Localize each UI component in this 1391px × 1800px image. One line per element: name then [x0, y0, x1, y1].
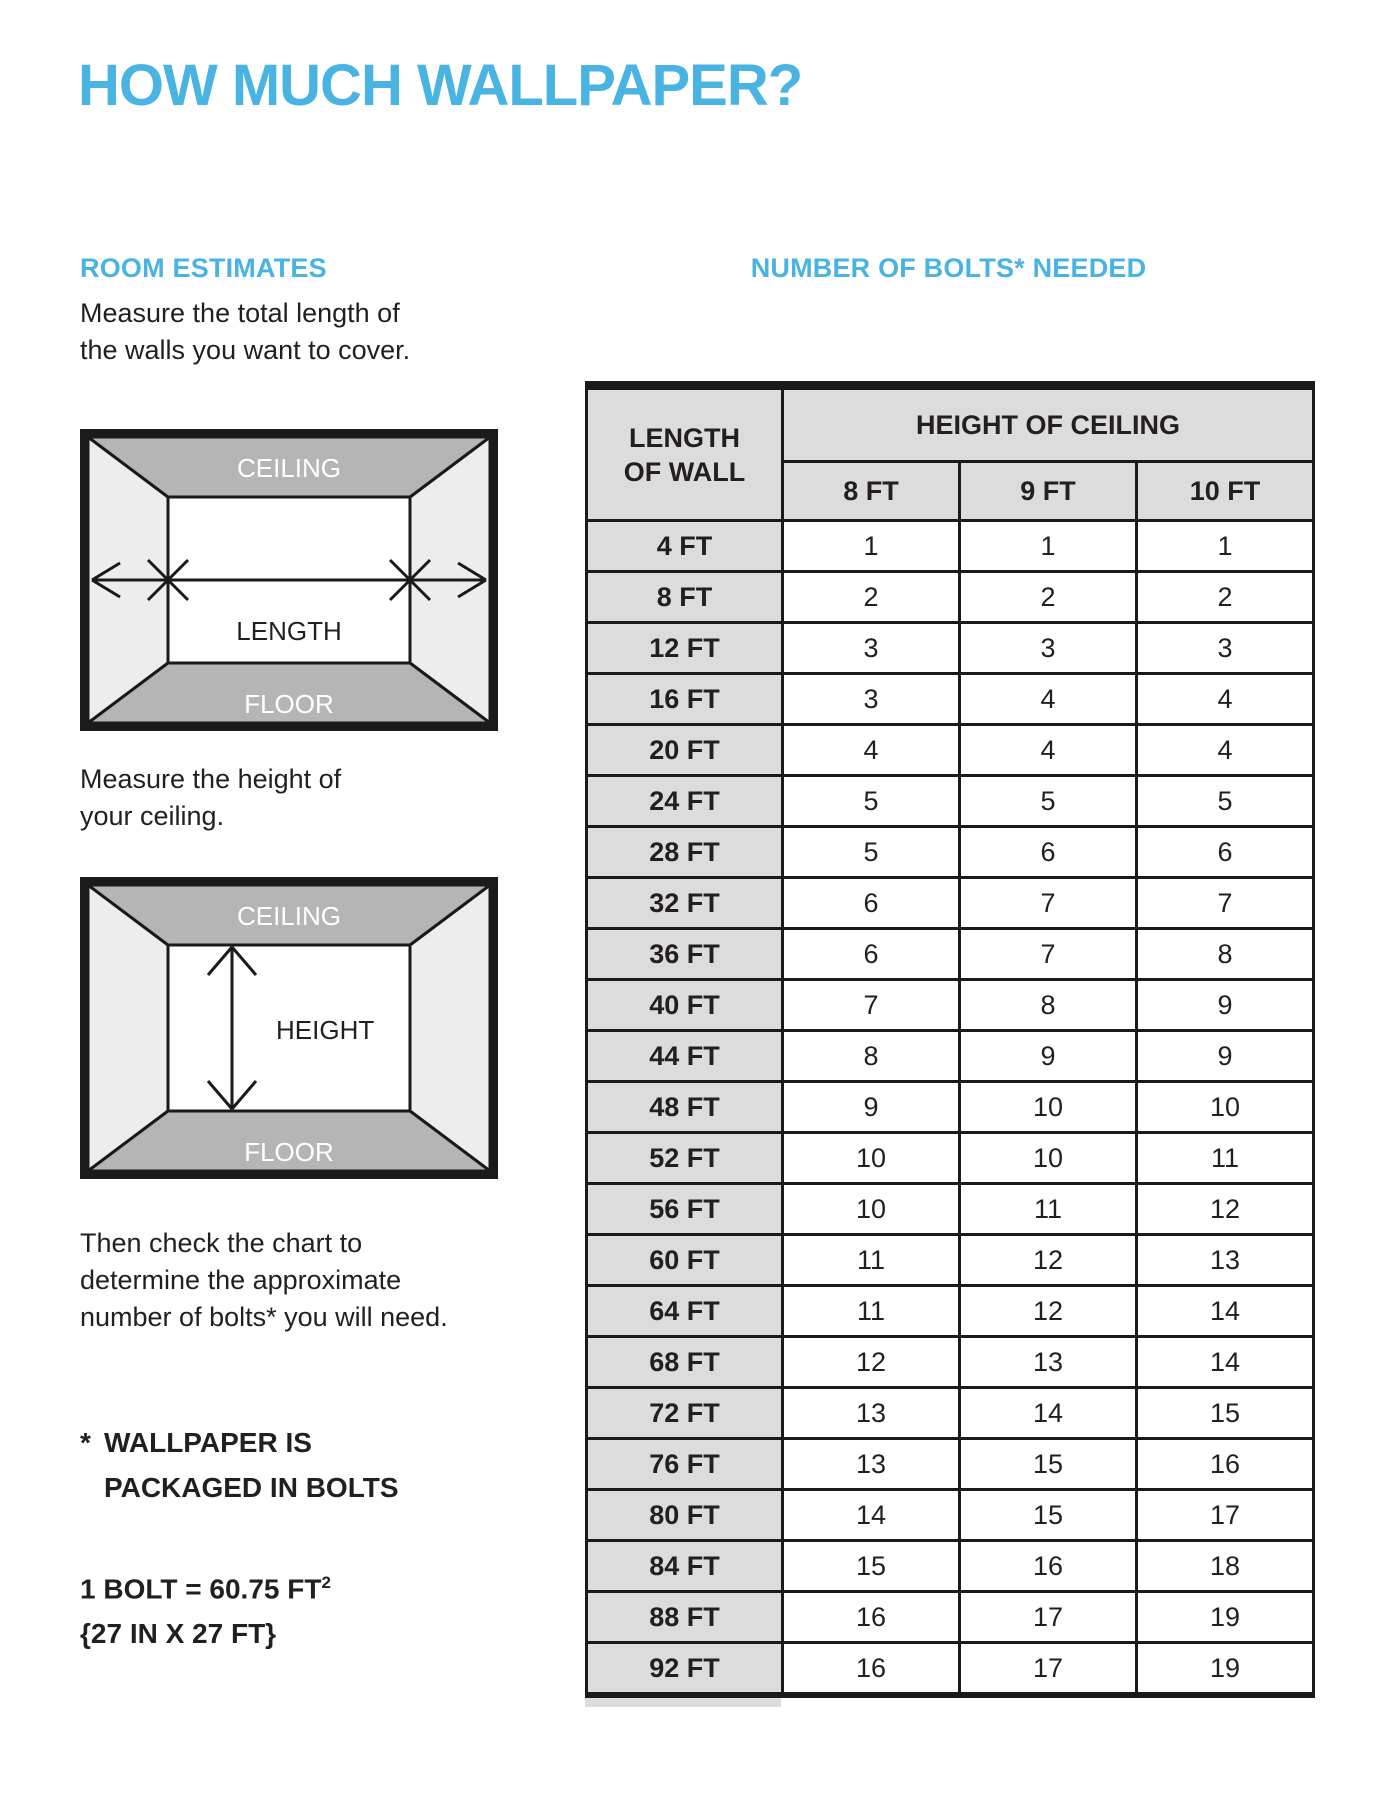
table-row: [587, 1439, 1314, 1490]
bolt-count-cell: 16: [783, 1592, 960, 1643]
bolt-count-cell: 4: [960, 674, 1137, 725]
bolt-count-cell: 2: [783, 572, 960, 623]
bolt-count-cell: 9: [1137, 1031, 1314, 1082]
table-row: [587, 521, 1314, 572]
height-label: HEIGHT: [276, 1015, 375, 1045]
superscript-2: 2: [321, 1573, 331, 1592]
bolt-count-cell: 10: [783, 1184, 960, 1235]
bolt-count-cell: 1: [1137, 521, 1314, 572]
bolt-count-cell: 6: [1137, 827, 1314, 878]
row-header-cell: 36 FT: [587, 929, 783, 980]
bolt-count-cell: 13: [783, 1439, 960, 1490]
wallpaper-footnote: [80, 1420, 516, 1510]
row-header-cell: 68 FT: [587, 1337, 783, 1388]
table-row: [587, 623, 1314, 674]
bolt-count-cell: 10: [783, 1133, 960, 1184]
bolt-count-cell: 19: [1137, 1643, 1314, 1696]
table-row: [587, 1490, 1314, 1541]
table-row: [587, 1184, 1314, 1235]
bolt-count-cell: 8: [960, 980, 1137, 1031]
table-footer-strip: [585, 1698, 781, 1707]
bolts-needed-heading: NUMBER OF BOLTS* NEEDED: [750, 253, 1147, 283]
bolt-count-cell: 6: [960, 827, 1137, 878]
bolt-count-cell: 14: [960, 1388, 1137, 1439]
room-estimates-heading: ROOM ESTIMATES: [80, 253, 327, 283]
row-header-cell: 44 FT: [587, 1031, 783, 1082]
bolt-count-cell: 15: [783, 1541, 960, 1592]
row-header-cell: 56 FT: [587, 1184, 783, 1235]
bolt-count-cell: 4: [960, 725, 1137, 776]
measure-height-text: Measure the height of your ceiling.: [80, 764, 342, 831]
length-label: LENGTH: [236, 616, 342, 646]
bolt-count-cell: 17: [960, 1643, 1137, 1696]
page-title: HOW MUCH WALLPAPER?: [78, 53, 803, 118]
bolt-count-cell: 3: [783, 623, 960, 674]
bolt-count-cell: 16: [960, 1541, 1137, 1592]
table-row: [587, 1388, 1314, 1439]
measure-length-text: Measure the total length of the walls you want to cover.: [80, 298, 411, 365]
bolt-count-cell: 15: [960, 1439, 1137, 1490]
bolt-count-cell: 10: [960, 1082, 1137, 1133]
table-row: [587, 878, 1314, 929]
bolt-count-cell: 10: [960, 1133, 1137, 1184]
bolt-count-cell: 7: [960, 929, 1137, 980]
bolt-count-cell: 13: [960, 1337, 1137, 1388]
bolt-count-cell: 12: [960, 1286, 1137, 1337]
table-row: [587, 572, 1314, 623]
bolt-count-cell: 7: [783, 980, 960, 1031]
row-header-cell: 4 FT: [587, 521, 783, 572]
bolt-count-cell: 7: [1137, 878, 1314, 929]
table-row: [587, 725, 1314, 776]
bolt-count-cell: 1: [960, 521, 1137, 572]
row-header-cell: 92 FT: [587, 1643, 783, 1696]
column-header: 8 FT: [783, 462, 960, 521]
row-header-cell: 48 FT: [587, 1082, 783, 1133]
bolt-count-cell: 8: [1137, 929, 1314, 980]
bolt-count-cell: 7: [960, 878, 1137, 929]
bolt-count-cell: 10: [1137, 1082, 1314, 1133]
bolt-count-cell: 3: [1137, 623, 1314, 674]
row-header-cell: 64 FT: [587, 1286, 783, 1337]
column-header: 10 FT: [1137, 462, 1314, 521]
table-row: [587, 1031, 1314, 1082]
ceiling-label: CEILING: [236, 453, 342, 483]
table-row: [587, 1643, 1314, 1696]
bolt-count-cell: 16: [783, 1643, 960, 1696]
row-header-cell: 8 FT: [587, 572, 783, 623]
bolt-count-cell: 3: [960, 623, 1137, 674]
height-of-ceiling-header: HEIGHT OF CEILING: [783, 386, 1314, 462]
room-height-diagram: [80, 877, 498, 1179]
bolt-count-cell: 19: [1137, 1592, 1314, 1643]
ceiling-label: CEILING: [236, 901, 342, 931]
group-header-row: [587, 386, 1314, 462]
bolt-count-cell: 5: [1137, 776, 1314, 827]
table-row: [587, 1235, 1314, 1286]
bolt-count-cell: 6: [783, 878, 960, 929]
table-row: [587, 980, 1314, 1031]
row-header-cell: 80 FT: [587, 1490, 783, 1541]
bolt-count-cell: 11: [783, 1235, 960, 1286]
row-header-cell: 12 FT: [587, 623, 783, 674]
bolt-count-cell: 3: [783, 674, 960, 725]
bolt-count-cell: 16: [1137, 1439, 1314, 1490]
row-header-cell: 52 FT: [587, 1133, 783, 1184]
bolt-count-cell: 18: [1137, 1541, 1314, 1592]
row-header-cell: 40 FT: [587, 980, 783, 1031]
row-header-cell: 88 FT: [587, 1592, 783, 1643]
bolt-count-cell: 14: [783, 1490, 960, 1541]
bolt-count-cell: 5: [783, 827, 960, 878]
bolt-count-cell: 2: [1137, 572, 1314, 623]
floor-label: FLOOR: [244, 1137, 334, 1167]
bolt-count-cell: 17: [1137, 1490, 1314, 1541]
bolt-count-cell: 11: [783, 1286, 960, 1337]
table-row: [587, 1133, 1314, 1184]
bolt-count-cell: 9: [960, 1031, 1137, 1082]
footnote-text: WALLPAPER IS PACKAGED IN BOLTS: [104, 1427, 399, 1503]
bolt-count-cell: 9: [1137, 980, 1314, 1031]
bolt-count-cell: 17: [960, 1592, 1137, 1643]
check-chart-text: Then check the chart to determine the approximate number of bolts* you will need.: [80, 1228, 448, 1332]
column-header: 9 FT: [960, 462, 1137, 521]
bolt-count-cell: 12: [960, 1235, 1137, 1286]
room-length-diagram: [80, 429, 498, 731]
bolt-count-cell: 15: [960, 1490, 1137, 1541]
floor-label: FLOOR: [244, 689, 334, 719]
asterisk: *: [80, 1427, 91, 1458]
table-row: [587, 929, 1314, 980]
bolt-count-cell: 11: [1137, 1133, 1314, 1184]
bolt-count-cell: 6: [783, 929, 960, 980]
row-header-cell: 76 FT: [587, 1439, 783, 1490]
row-header-cell: 20 FT: [587, 725, 783, 776]
table-row: [587, 1286, 1314, 1337]
row-header-cell: 24 FT: [587, 776, 783, 827]
room-estimates-section: [80, 253, 516, 1656]
bolts-table-section: [585, 253, 1312, 1707]
bolt-count-cell: 4: [1137, 674, 1314, 725]
bolt-count-cell: 12: [783, 1337, 960, 1388]
table-row: [587, 1592, 1314, 1643]
table-row: [587, 776, 1314, 827]
row-header-cell: 32 FT: [587, 878, 783, 929]
length-of-wall-header: LENGTH OF WALL: [587, 386, 783, 521]
bolt-count-cell: 14: [1137, 1286, 1314, 1337]
bolt-count-cell: 9: [783, 1082, 960, 1133]
bolt-count-cell: 15: [1137, 1388, 1314, 1439]
bolt-count-cell: 14: [1137, 1337, 1314, 1388]
table-row: [587, 674, 1314, 725]
bolt-count-cell: 4: [1137, 725, 1314, 776]
bolt-count-cell: 2: [960, 572, 1137, 623]
table-row: [587, 827, 1314, 878]
bolts-table: [585, 381, 1315, 1698]
table-row: [587, 1337, 1314, 1388]
bolt-count-cell: 13: [1137, 1235, 1314, 1286]
table-row: [587, 1541, 1314, 1592]
bolt-size-note: 1 BOLT = 60.75 $FT^2$ {27 IN X 27 FT}: [80, 1573, 331, 1650]
row-header-cell: 72 FT: [587, 1388, 783, 1439]
table-row: [587, 1082, 1314, 1133]
row-header-cell: 60 FT: [587, 1235, 783, 1286]
bolt-count-cell: 8: [783, 1031, 960, 1082]
bolt-count-cell: 4: [783, 725, 960, 776]
row-header-cell: 16 FT: [587, 674, 783, 725]
bolt-count-cell: 12: [1137, 1184, 1314, 1235]
row-header-cell: 84 FT: [587, 1541, 783, 1592]
bolt-count-cell: 1: [783, 521, 960, 572]
bolt-count-cell: 11: [960, 1184, 1137, 1235]
row-header-cell: 28 FT: [587, 827, 783, 878]
bolt-count-cell: 5: [783, 776, 960, 827]
bolt-count-cell: 13: [783, 1388, 960, 1439]
bolt-count-cell: 5: [960, 776, 1137, 827]
